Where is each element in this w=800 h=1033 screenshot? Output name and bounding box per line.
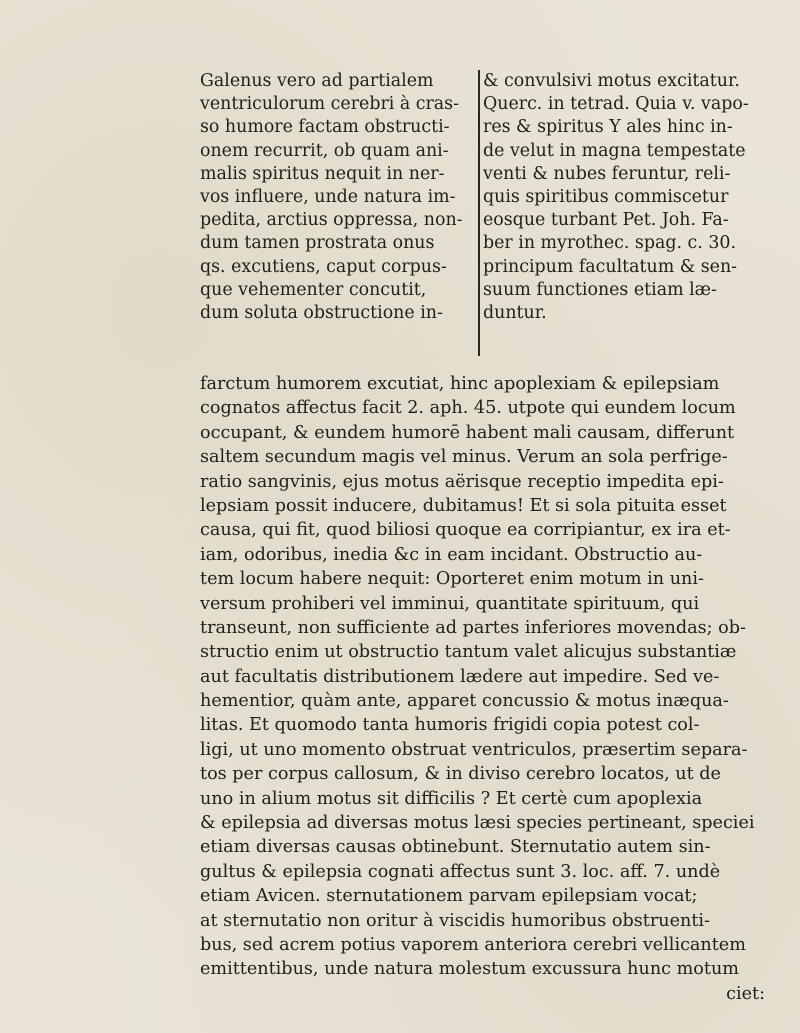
text-line: eosque turbant Pet. Joh. Fa- xyxy=(483,210,729,231)
text-line: ventriculorum cerebri à cras- xyxy=(200,94,459,115)
text-line: at sternutatio non oritur à viscidis humoribus obstruenti- xyxy=(200,910,710,931)
text-line: duntur. xyxy=(483,302,547,323)
text-line: & epilepsia ad diversas motus læsi species pertineant, speciei xyxy=(200,813,755,834)
text-line: uno in alium motus sit difficilis ? Et certè cum apoplexia xyxy=(200,788,703,809)
text-line: principum facultatum & sen- xyxy=(483,256,738,277)
full-width-text xyxy=(200,372,785,1006)
text-line: vos influere, unde natura im- xyxy=(200,186,456,207)
text-line: farctum humorem excutiat, hinc apoplexiam & epilepsiam xyxy=(200,374,720,394)
text-line: bus, sed acrem potius vaporem anteriora cerebri vellicantem xyxy=(200,934,746,955)
text-line: dum tamen prostrata onus xyxy=(200,233,435,254)
text-line: Galenus vero ad partialem xyxy=(200,71,434,91)
left-column xyxy=(200,70,476,325)
text-line: qs. excutiens, caput corpus- xyxy=(200,256,447,277)
text-line: iam, odoribus, inedia &c in eam incidant. Obstructio au- xyxy=(200,544,703,565)
text-line: emittentibus, unde natura molestum excussura hunc motum xyxy=(200,959,739,980)
text-line: cognatos affectus facit 2. aph. 45. utpote qui eundem locum xyxy=(200,398,736,419)
text-line: pedita, arctius oppressa, non- xyxy=(200,210,463,231)
text-line: litas. Et quomodo tanta humoris frigidi copia potest col- xyxy=(200,715,700,736)
text-line: etiam diversas causas obtinebunt. Sternutatio autem sin- xyxy=(200,837,711,858)
column-divider xyxy=(478,70,480,356)
text-line: ber in myrothec. spag. c. 30. xyxy=(483,233,736,254)
text-line: ligi, ut uno momento obstruat ventriculos, præsertim separa- xyxy=(200,739,748,760)
text-line: gultus & epilepsia cognati affectus sunt 3. loc. aff. 7. undè xyxy=(200,861,721,882)
text-line: ratio sangvinis, ejus motus aërisque receptio impedita epi- xyxy=(200,471,724,492)
text-line: res & spiritus Y ales hinc in- xyxy=(483,117,733,138)
text-line: Querc. in tetrad. Quia v. vapo- xyxy=(483,94,749,115)
text-line: so humore factam obstructi- xyxy=(200,117,450,138)
text-line: saltem secundum magis vel minus. Verum an sola perfrige- xyxy=(200,447,728,468)
text-line: etiam Avicen. sternutationem parvam epilepsiam vocat; xyxy=(200,886,698,907)
text-line: suum functiones etiam læ- xyxy=(483,279,717,300)
catchword: ciet: xyxy=(726,983,765,1004)
text-line: tos per corpus callosum, & in diviso cerebro locatos, ut de xyxy=(200,764,721,785)
text-line: transeunt, non sufficiente ad partes inferiores movendas; ob- xyxy=(200,617,746,638)
right-column xyxy=(483,70,783,325)
text-line: & convulsivi motus excitatur. xyxy=(483,71,740,91)
text-line: causa, qui fit, quod biliosi quoque ea corripiantur, ex ira et- xyxy=(200,520,731,541)
text-line: hementior, quàm ante, apparet concussio & motus inæqua- xyxy=(200,691,729,712)
text-line: malis spiritus nequit in ner- xyxy=(200,163,445,184)
text-line: aut facultatis distributionem lædere aut impedire. Sed ve- xyxy=(200,666,720,687)
text-line: quis spiritibus commiscetur xyxy=(483,186,729,207)
text-line: versum prohiberi vel imminui, quantitate spirituum, qui xyxy=(200,593,700,614)
text-line: que vehementer concutit, xyxy=(200,279,427,300)
text-line: dum soluta obstructione in- xyxy=(200,302,443,323)
text-line: structio enim ut obstructio tantum valet alicujus substantiæ xyxy=(200,642,737,663)
text-line: lepsiam possit inducere, dubitamus! Et si sola pituita esset xyxy=(200,495,727,516)
text-line: venti & nubes feruntur, reli- xyxy=(483,163,731,184)
text-line: de velut in magna tempestate xyxy=(483,140,746,161)
text-line: tem locum habere nequit: Oporteret enim motum in uni- xyxy=(200,569,704,590)
text-line: occupant, & eundem humorē habent mali causam, differunt xyxy=(200,422,735,443)
text-line: onem recurrit, ob quam ani- xyxy=(200,140,449,161)
